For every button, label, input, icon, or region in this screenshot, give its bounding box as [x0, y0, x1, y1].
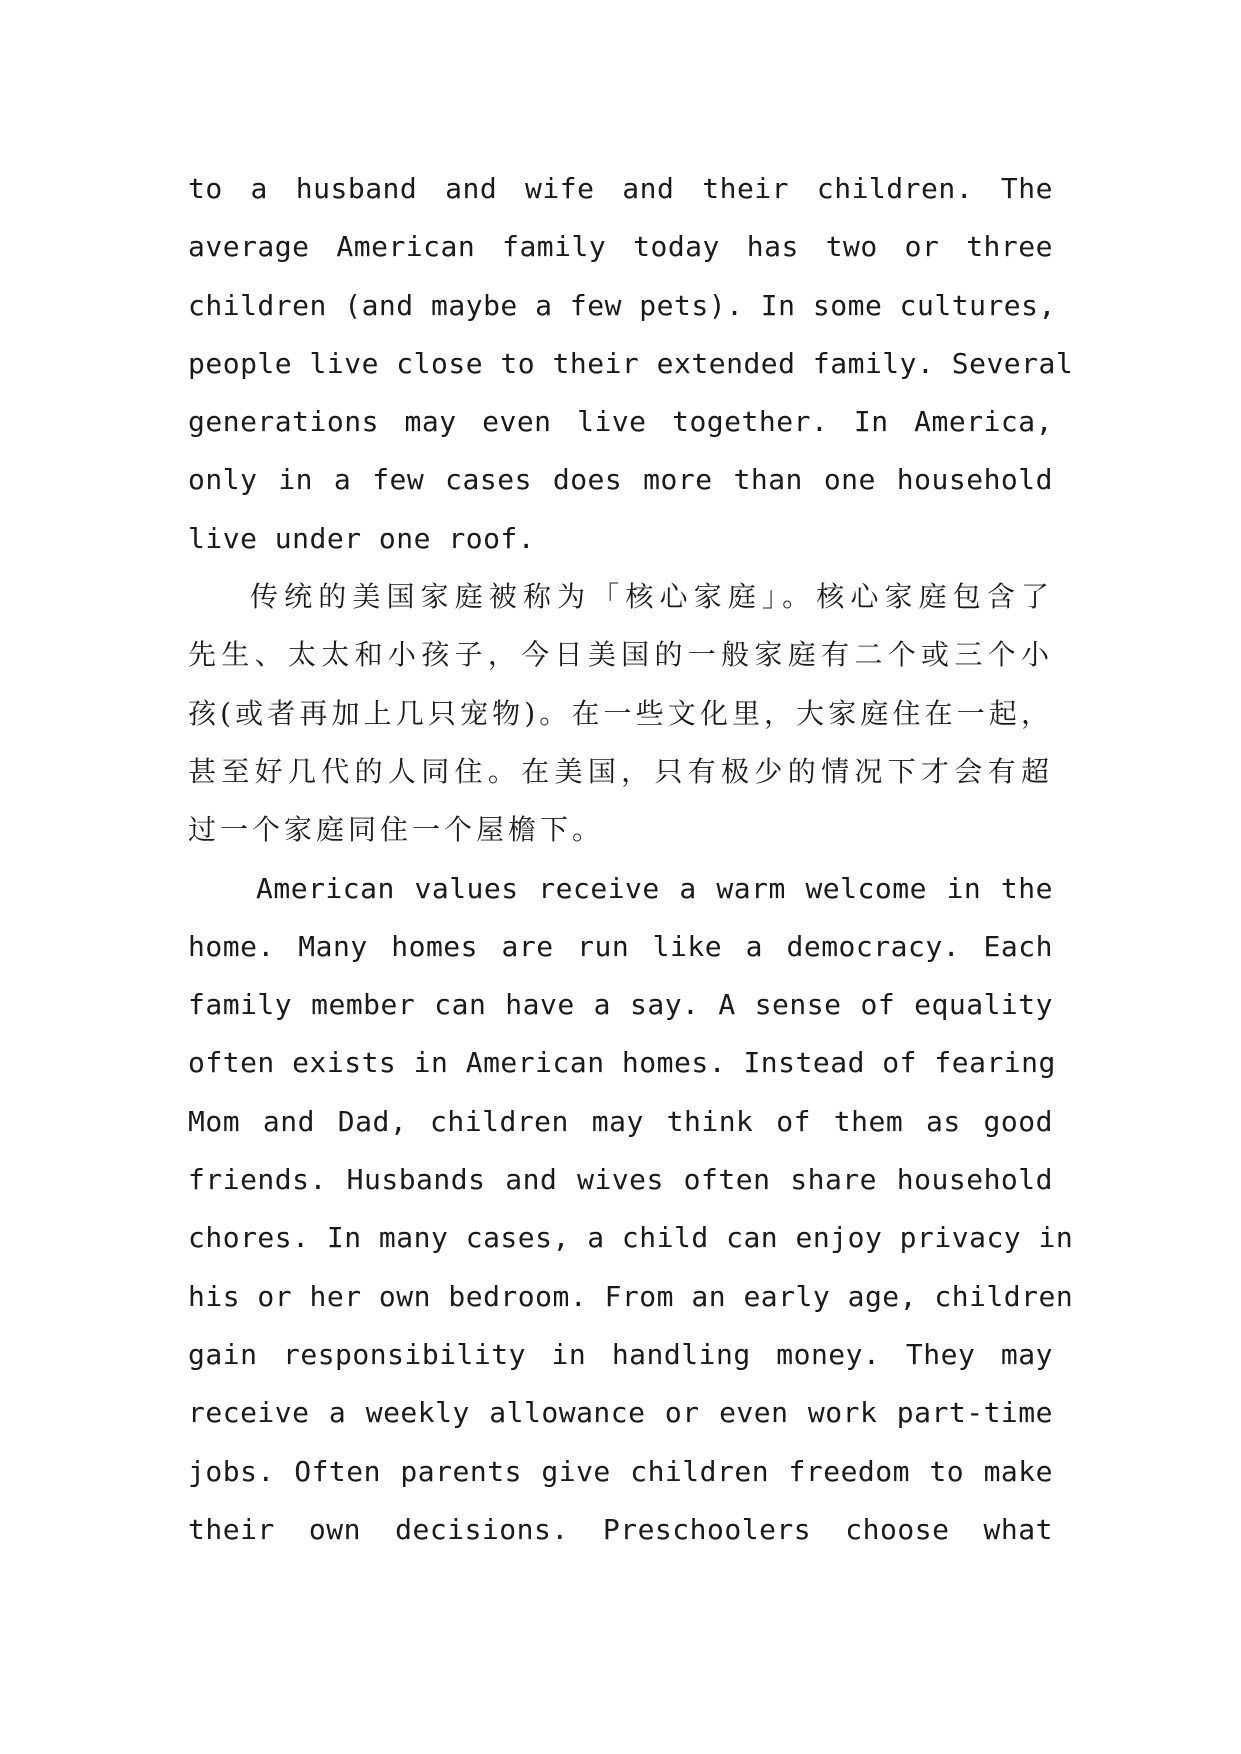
text-line: 传统的美国家庭被称为「核心家庭」。核心家庭包含了: [250, 580, 1053, 614]
text-line: average American family today has two or three: [188, 230, 1053, 264]
text-line: American values receive a warm welcome in the: [256, 871, 1053, 905]
text-line: chores. In many cases, a child can enjoy privacy in: [188, 1221, 1074, 1255]
text-line: 甚至好几代的人同住。在美国，只有极少的情况下才会有超: [188, 754, 1053, 788]
paragraph-american-values-en: [188, 860, 1074, 1560]
text-line: 过一个家庭同住一个屋檐下。: [188, 813, 605, 847]
text-line: gain responsibility in handling money. They may: [188, 1337, 1053, 1371]
text-line: only in a few cases does more than one household: [188, 463, 1053, 497]
document-page: [188, 160, 1074, 1559]
text-line: 孩(或者再加上几只宠物)。在一些文化里，大家庭住在一起，: [188, 696, 1053, 730]
text-line: their own decisions. Preschoolers choose what: [188, 1512, 1053, 1546]
text-line: children (and maybe a few pets). In some cultures,: [188, 288, 1056, 322]
text-line: often exists in American homes. Instead of fearing: [188, 1046, 1056, 1080]
text-line: Mom and Dad, children may think of them as good: [188, 1104, 1053, 1138]
paragraph-nuclear-family-zh: [188, 568, 1053, 859]
text-line: to a husband and wife and their children. The: [188, 172, 1053, 205]
text-line: his or her own bedroom. From an early age, children: [188, 1279, 1074, 1313]
text-line: generations may even live together. In America,: [188, 405, 1053, 439]
paragraph-nuclear-family-en: [188, 160, 1074, 568]
text-line: family member can have a say. A sense of equality: [188, 988, 1053, 1022]
text-line: receive a weekly allowance or even work part-time: [188, 1396, 1053, 1430]
text-line: jobs. Often parents give children freedom to make: [188, 1454, 1053, 1488]
text-line: home. Many homes are run like a democracy. Each: [188, 929, 1053, 963]
text-line: friends. Husbands and wives often share household: [188, 1163, 1053, 1197]
text-line: live under one roof.: [188, 521, 536, 555]
text-line: people live close to their extended family. Several: [188, 346, 1074, 380]
text-line: 先生、太太和小孩子，今日美国的一般家庭有二个或三个小: [188, 638, 1053, 672]
